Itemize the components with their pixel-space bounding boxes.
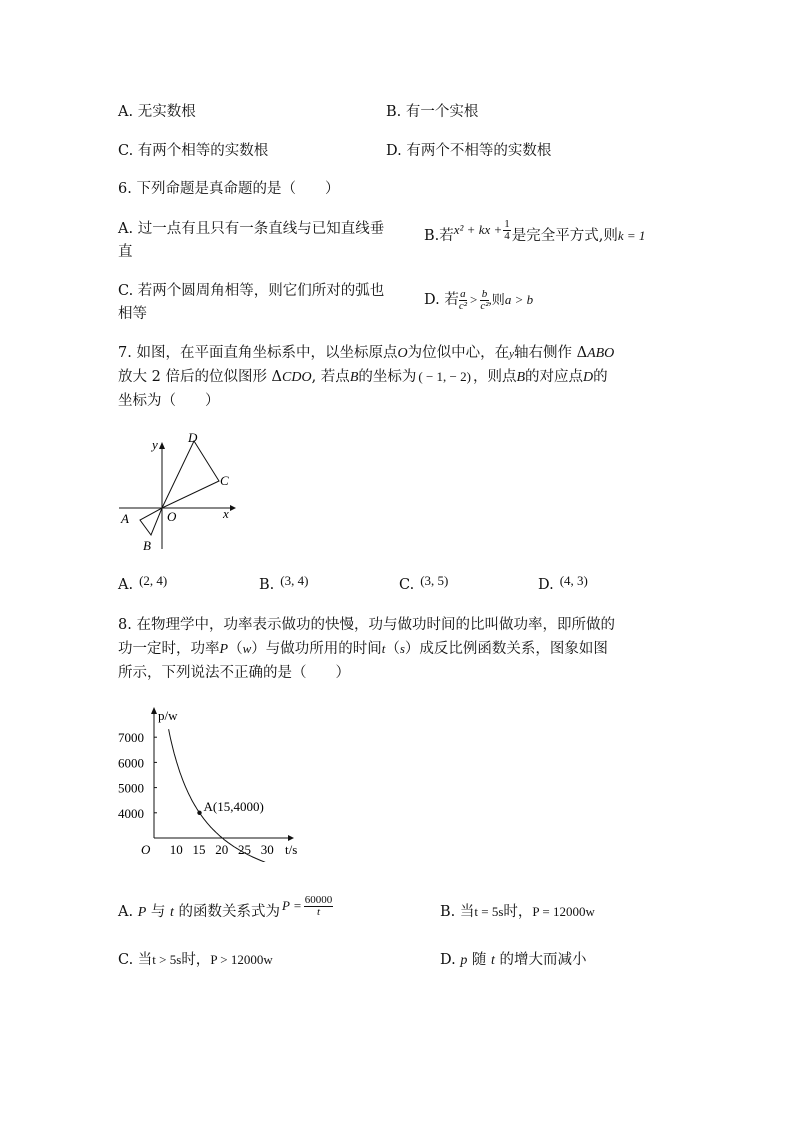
point-a	[197, 811, 201, 815]
y-tick-label: 5000	[118, 780, 144, 796]
label-a: A	[121, 511, 129, 526]
q6-d-frac2: $\frac{b}{\text{c²}}$	[480, 287, 489, 312]
label-o: O	[167, 509, 177, 524]
triangle-abo	[140, 508, 162, 535]
q6-option-a-line2: 直	[118, 244, 133, 260]
q6-option-b	[424, 217, 646, 248]
q6-d-gt: >	[470, 292, 478, 307]
q6-b-mid: 是完全平方式,则	[511, 228, 618, 244]
q7-option-c: C. (3, 5)	[399, 573, 449, 593]
q5-option-a: A. 无实数根	[118, 104, 196, 120]
q6-b-fraction: $\frac{1}{4}$	[504, 217, 510, 242]
q8-option-d: D. p 随 t 的增大而减小	[440, 952, 587, 968]
q8-a-fraction: $\frac{60000}{t}$	[304, 893, 333, 918]
label-x: x	[223, 506, 229, 521]
q5-option-b: B. 有一个实根	[386, 104, 479, 120]
q7-option-a: A. (2, 4)	[118, 573, 168, 593]
x-tick-label: 30	[260, 842, 274, 857]
q7-option-d: D. (4, 3)	[538, 573, 588, 593]
q8-option-a: A. P 与 t 的函数关系式为 P = $\frac{60000}{t}$	[118, 893, 333, 920]
q6-option-d	[424, 288, 533, 312]
q6-option-a-line1: A. 过一点有且只有一条直线与已知直线垂	[118, 221, 385, 237]
y-tick-label: 6000	[118, 755, 144, 771]
label-b: B	[143, 538, 151, 553]
q6-b-expr: x² + kx +	[453, 222, 503, 237]
q6-option-c-line1: C. 若两个圆周角相等，则它们所对的弧也	[118, 283, 385, 299]
chart-x-label: t/s	[285, 842, 298, 857]
y-tick-label: 7000	[118, 730, 144, 746]
q6-option-c-line2: 相等	[118, 306, 147, 322]
q8-chart	[110, 700, 320, 862]
label-y: y	[152, 437, 158, 452]
q6-d-prefix: D. 若	[424, 292, 459, 308]
q7-figure	[115, 425, 245, 555]
y-axis-arrow	[159, 442, 165, 449]
q5-option-c: C. 有两个相等的实数根	[118, 143, 269, 159]
q8-line3: 所示，下列说法不正确的是（ ）	[118, 665, 350, 681]
q5-option-d: D. 有两个不相等的实数根	[386, 143, 552, 159]
q6-stem: 6. 下列命题是真命题的是（ ）	[118, 181, 340, 197]
q7-option-b: B. (3, 4)	[259, 573, 309, 593]
q6-b-prefix: B.若	[424, 228, 454, 244]
y-tick-label: 4000	[118, 805, 144, 821]
x-tick-label: 25	[238, 842, 251, 857]
q8-option-b: B. 当t = 5s时，P = 12000w	[440, 904, 595, 920]
q6-b-end: k = 1	[617, 228, 646, 243]
triangle-cdo	[162, 441, 219, 508]
q8-line2: 功一定时，功率P（w）与做功所用的时间t（s）成反比例函数关系，图象如图	[118, 641, 608, 657]
x-tick-label: 10	[169, 842, 183, 857]
q7-line2: 放大 2 倍后的位似图形 ΔCDO, 若点B的坐标为 ( − 1, − 2) ，则点B的对应点D的	[118, 369, 608, 385]
q6-d-mid: ,则	[488, 292, 505, 307]
x-tick-label: 20	[215, 842, 229, 857]
chart-y-label: p/w	[158, 708, 178, 723]
label-d: D	[188, 430, 198, 445]
x-tick-label: 15	[192, 842, 206, 857]
chart-x-arrow	[288, 835, 294, 841]
q8-option-c: C. 当t > 5s时，P > 12000w	[118, 952, 273, 968]
q6-d-end: a > b	[504, 292, 534, 307]
q8-line1: 8. 在物理学中，功率表示做功的快慢，功与做功时间的比叫做功率，即所做的	[118, 617, 615, 633]
chart-origin: O	[141, 842, 151, 857]
label-c: C	[220, 473, 229, 488]
q7-line1: 7. 如图，在平面直角坐标系中，以坐标原点O为位似中心，在y轴右侧作 ΔABO	[118, 345, 615, 361]
point-a-label: A(15,4000)	[203, 798, 264, 814]
q7-line3: 坐标为（ ）	[118, 393, 220, 409]
chart-y-arrow	[151, 707, 157, 714]
q6-d-frac1: $\frac{a}{\text{c²}}$	[458, 287, 468, 312]
x-axis-arrow	[230, 505, 236, 511]
